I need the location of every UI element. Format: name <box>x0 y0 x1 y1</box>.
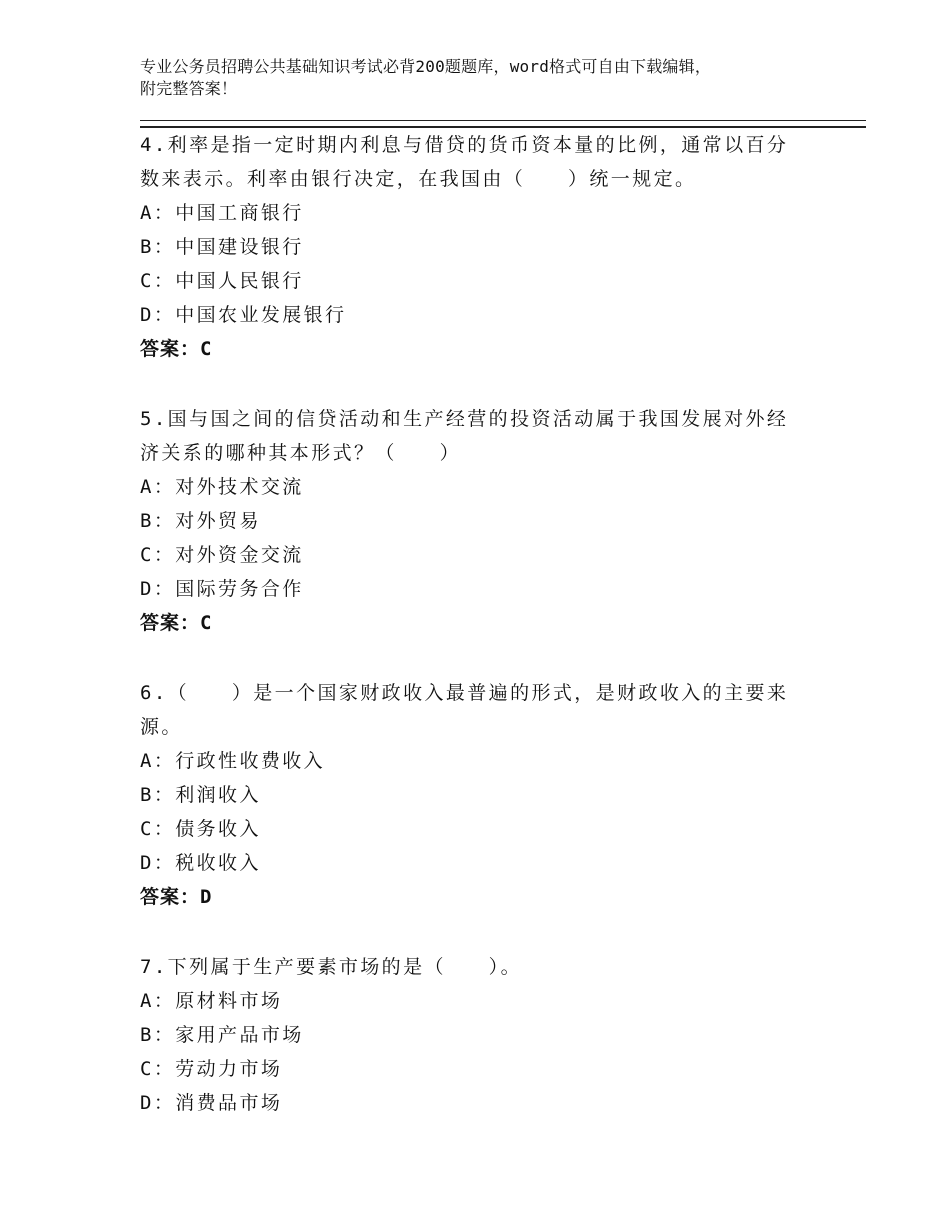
question-6 <box>140 674 810 914</box>
option-b: B：家用产品市场 <box>140 1024 304 1046</box>
option-a: A：行政性收费收入 <box>140 750 326 772</box>
option-b: B：中国建设银行 <box>140 236 304 258</box>
header-line-2: 附完整答案！ <box>140 79 238 98</box>
question-stem-line: 4.利率是指一定时期内利息与借贷的货币资本量的比例，通常以百分 <box>140 134 789 156</box>
option-c: C：对外资金交流 <box>140 544 304 566</box>
option-b: B：对外贸易 <box>140 510 261 532</box>
question-stem <box>140 674 810 744</box>
question-stem <box>140 400 810 470</box>
option-d: D：国际劳务合作 <box>140 578 304 600</box>
option-a: A：原材料市场 <box>140 990 283 1012</box>
question-7 <box>140 948 810 1120</box>
spacer <box>140 366 810 400</box>
answer: 答案：D <box>140 886 213 908</box>
answer: 答案：C <box>140 612 213 634</box>
question-5 <box>140 400 810 640</box>
question-stem <box>140 948 810 984</box>
question-stem-line: 济关系的哪种其本形式？（ ） <box>140 442 462 464</box>
question-stem-line: 源。 <box>140 716 183 738</box>
header-line-1: 专业公务员招聘公共基础知识考试必背200题题库，word格式可自由下载编辑， <box>140 57 712 76</box>
option-a: A：对外技术交流 <box>140 476 304 498</box>
question-stem-line: 6.（ ）是一个国家财政收入最普遍的形式，是财政收入的主要来 <box>140 682 789 704</box>
question-stem <box>140 126 810 196</box>
option-c: C：债务收入 <box>140 818 261 840</box>
spacer <box>140 914 810 948</box>
question-stem-line: 7.下列属于生产要素市场的是（ ）。 <box>140 956 522 978</box>
page-header <box>140 56 820 100</box>
option-d: D：中国农业发展银行 <box>140 304 347 326</box>
option-d: D：消费品市场 <box>140 1092 283 1114</box>
question-list <box>140 126 810 1120</box>
spacer <box>140 640 810 674</box>
option-b: B：利润收入 <box>140 784 261 806</box>
answer: 答案：C <box>140 338 213 360</box>
question-stem-line: 数来表示。利率由银行决定，在我国由（ ）统一规定。 <box>140 168 697 190</box>
question-stem-line: 5.国与国之间的信贷活动和生产经营的投资活动属于我国发展对外经 <box>140 408 789 430</box>
question-4 <box>140 126 810 366</box>
option-a: A：中国工商银行 <box>140 202 304 224</box>
option-c: C：劳动力市场 <box>140 1058 283 1080</box>
option-d: D：税收收入 <box>140 852 261 874</box>
option-c: C：中国人民银行 <box>140 270 304 292</box>
